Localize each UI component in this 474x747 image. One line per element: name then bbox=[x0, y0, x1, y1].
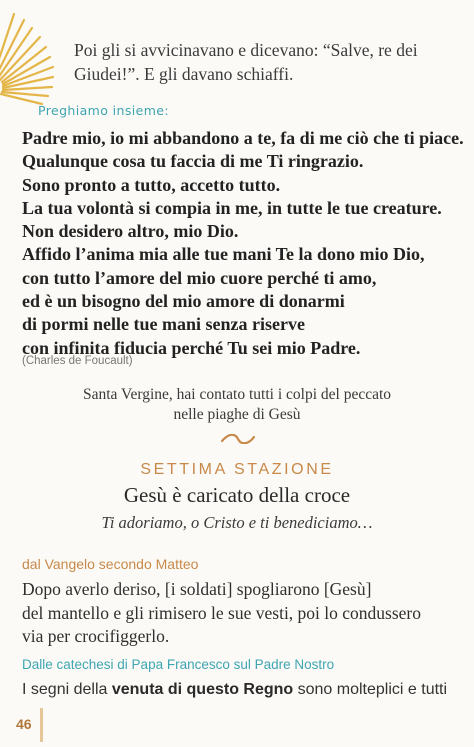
sun-rays-decoration bbox=[0, 0, 70, 110]
catechesis-text bbox=[22, 681, 447, 699]
prayer-text bbox=[22, 127, 464, 360]
catechesis-text-end: sono molteplici e tutti bbox=[293, 681, 448, 698]
gospel-line: Dopo averlo deriso, [i soldati] spogliarono [Gesù] bbox=[22, 579, 372, 599]
prayer-line: con tutto l’amore del mio cuore perché ti amo, bbox=[22, 267, 377, 288]
gospel-heading: dal Vangelo secondo Matteo bbox=[22, 556, 199, 572]
prayer-line: di pormi nelle tue mani senza riserve bbox=[22, 314, 305, 335]
prayer-line: Affido l’anima mia alle tue mani Te la dono mio Dio, bbox=[22, 244, 425, 265]
prayer-line: Padre mio, io mi abbandono a te, fa di me ciò che ti piace. bbox=[22, 128, 464, 148]
virgin-line-2: nelle piaghe di Gesù bbox=[173, 406, 301, 423]
gospel-line: via per crocifiggerlo. bbox=[22, 626, 170, 646]
prayer-line: Non desidero altro, mio Dio. bbox=[22, 221, 239, 242]
prayer-line: La tua volontà si compia in me, in tutte le tue creature. bbox=[22, 197, 442, 218]
gospel-text bbox=[22, 578, 421, 649]
intro-line-1: Poi gli si avvicinavano e dicevano: “Salve, re dei bbox=[74, 40, 418, 60]
prayer-line: con infinita fiducia perché Tu sei mio Padre. bbox=[22, 337, 361, 358]
prayer-line: Qualunque cosa tu faccia di me Ti ringrazio. bbox=[22, 151, 364, 172]
page-number: 46 bbox=[16, 716, 32, 732]
prayer-line: Sono pronto a tutto, accetto tutto. bbox=[22, 174, 281, 195]
catechesis-heading: Dalle catechesi di Papa Francesco sul Padre Nostro bbox=[22, 657, 335, 672]
station-title: Gesù è caricato della croce bbox=[123, 483, 351, 507]
adoration-line: Ti adoriamo, o Cristo e ti benediciamo… bbox=[101, 513, 373, 532]
gospel-line: del mantello e gli rimisero le sue vesti, poi lo condussero bbox=[22, 602, 422, 623]
prayer-heading: Preghiamo insieme: bbox=[38, 103, 170, 118]
virgin-invocation bbox=[0, 385, 474, 425]
tilde-divider bbox=[221, 434, 255, 444]
prayer-line: ed è un bisogno del mio amore di donarmi bbox=[22, 291, 345, 312]
prayer-author: (Charles de Foucault) bbox=[22, 355, 133, 367]
intro-text bbox=[74, 38, 418, 86]
catechesis-text-bold: venuta di questo Regno bbox=[111, 681, 294, 698]
station-heading: SETTIMA STAZIONE bbox=[140, 461, 334, 478]
intro-line-2: Giudei!”. E gli davano schiaffi. bbox=[74, 64, 294, 84]
page-number-rule bbox=[40, 708, 43, 742]
catechesis-text-start: I segni della bbox=[22, 681, 112, 698]
virgin-line-1: Santa Vergine, hai contato tutti i colpi del peccato bbox=[82, 386, 392, 403]
